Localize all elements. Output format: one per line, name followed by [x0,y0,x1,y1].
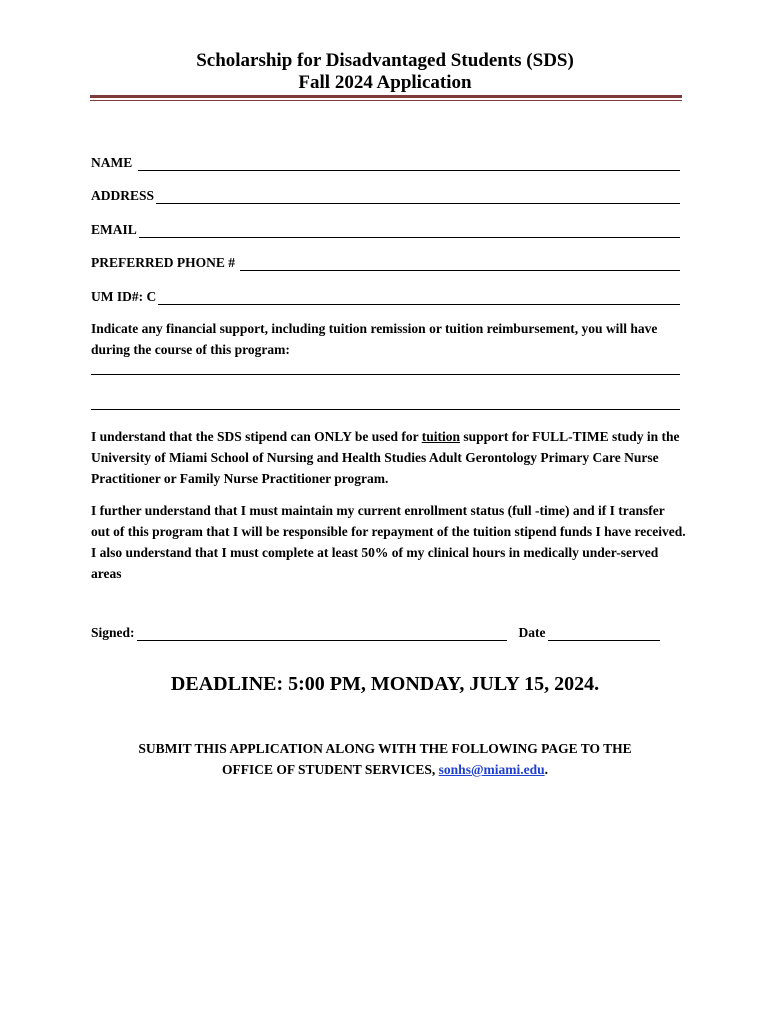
email-link[interactable]: sonhs@miami.edu [438,762,545,777]
page-title: Scholarship for Disadvantaged Students (SDS) [196,50,574,71]
financial-answer-line-2[interactable] [91,409,680,410]
address-label: ADDRESS [91,188,155,203]
umid-label: UM ID#: C [91,289,157,304]
financial-support-prompt: Indicate any financial support, including tuition remission or tuition reimbursement, you will have during the course of this program: [91,321,658,357]
email-label: EMAIL [91,222,137,237]
stipend-text-before: I understand that the SDS stipend can ONLY be used for [91,429,422,444]
phone-input-line[interactable] [240,257,680,271]
signed-label: Signed: [91,625,135,640]
phone-field[interactable] [91,253,680,271]
submit-instructions [0,738,770,780]
umid-input-line[interactable] [158,291,680,305]
signature-line[interactable] [137,627,507,641]
header-rule-thick [90,95,682,98]
submit-suffix: . [544,762,549,777]
stipend-text-after: support for FULL-TIME study in the University of Miami School of Nursing and Health Studies Adult Gerontology Primary Care Nurse Practitioner or Family Nurse Practitioner program. [91,429,680,486]
email-field[interactable] [91,220,680,238]
deadline-notice: DEADLINE: 5:00 PM, MONDAY, JULY 15, 2024. [170,673,600,695]
header-rule-thin [90,100,682,101]
submit-prefix: OFFICE OF STUDENT SERVICES, [221,762,439,777]
umid-field[interactable] [91,287,680,305]
name-field[interactable] [91,153,680,171]
tuition-emphasis: tuition [421,429,460,444]
name-label: NAME [91,155,136,170]
phone-label: PREFERRED PHONE # [91,255,239,270]
address-field[interactable] [91,186,680,204]
submit-line-2 [0,759,770,780]
date-label: Date [518,625,546,640]
name-input-line[interactable] [138,157,680,171]
submit-line-1: SUBMIT THIS APPLICATION ALONG WITH THE FOLLOWING PAGE TO THE [138,741,632,756]
signature-row [91,623,666,641]
email-input-line[interactable] [139,224,680,238]
stipend-understanding [91,426,686,489]
address-input-line[interactable] [156,190,680,204]
date-line[interactable] [548,627,660,641]
financial-answer-line-1[interactable] [91,374,680,375]
enrollment-understanding: I further understand that I must maintain my current enrollment status (full -time) and if I transfer out of this program that I will be responsible for repayment of the tuition stipend funds I have received. I also understand that I must complete at least 50% of my clinical hours in medically under-served areas [91,503,686,581]
page-subtitle: Fall 2024 Application [298,72,472,93]
